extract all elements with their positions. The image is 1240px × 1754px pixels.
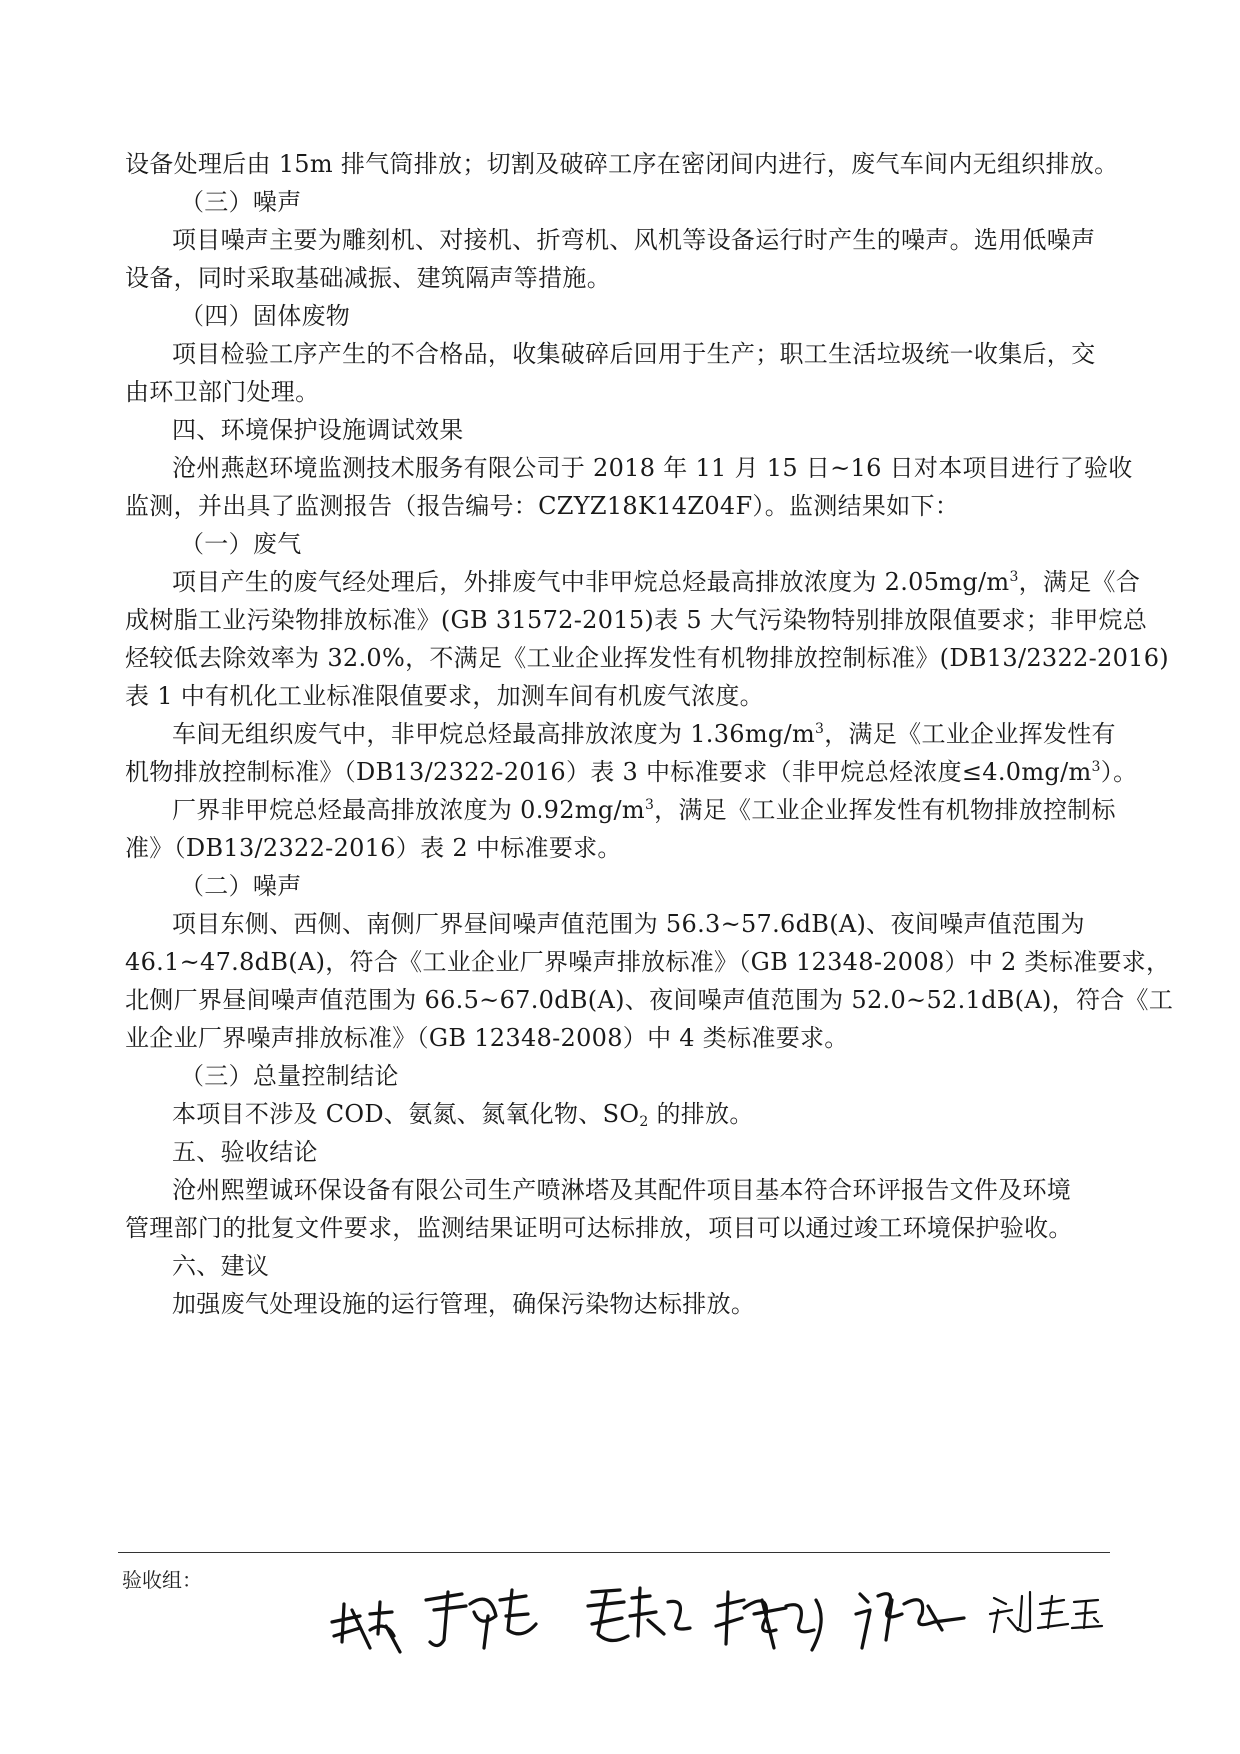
paragraph-line: 设备处理后由 15m 排气筒排放；切割及破碎工序在密闭间内进行，废气车间内无组织排放。 <box>125 150 1119 178</box>
text-span: 项目产生的废气经处理后，外排废气中非甲烷总烃最高排放浓度为 2.05mg/m <box>172 568 1010 596</box>
signature-3 <box>588 1588 690 1641</box>
paragraph-line: 烃较低去除效率为 32.0%，不满足《工业企业挥发性有机物排放控制标准》(DB13/2322-2016) <box>125 644 1169 672</box>
text-span: 本项目不涉及 COD、氨氮、氮氧化物、SO <box>172 1100 640 1128</box>
paragraph-line: 监测，并出具了监测报告（报告编号：CZYZ18K14Z04F）。监测结果如下： <box>125 492 960 520</box>
paragraph-line: 业企业厂界噪声排放标准》（GB 12348-2008）中 4 类标准要求。 <box>125 1024 849 1052</box>
text-span: ，满足《合 <box>1018 568 1141 596</box>
superscript: 3 <box>1091 759 1101 775</box>
section-heading: （二）噪声 <box>180 872 302 900</box>
paragraph-line: 项目东侧、西侧、南侧厂界昼间噪声值范围为 56.3~57.6dB(A)、夜间噪声值范围为 <box>172 910 1085 938</box>
signature-2 <box>426 1590 536 1648</box>
subscript: 2 <box>639 1114 649 1130</box>
paragraph-line <box>172 1098 754 1130</box>
paragraph-line: 46.1~47.8dB(A)，符合《工业企业厂界噪声排放标准》（GB 12348-2008）中 2 类标准要求， <box>125 948 1171 976</box>
paragraph-line: 加强废气处理设施的运行管理，确保污染物达标排放。 <box>172 1290 756 1318</box>
superscript: 3 <box>815 721 825 737</box>
text-span: ，满足《工业企业挥发性有机物排放控制标 <box>654 796 1116 824</box>
paragraph-line: 项目检验工序产生的不合格品，收集破碎后回用于生产；职工生活垃圾统一收集后，交 <box>172 340 1096 368</box>
paragraph-line: 北侧厂界昼间噪声值范围为 66.5~67.0dB(A)、夜间噪声值范围为 52.0~52.1dB(A)，符合《工 <box>125 986 1174 1014</box>
chapter-heading: 六、建议 <box>172 1252 270 1280</box>
paragraph-line: 由环卫部门处理。 <box>125 378 320 406</box>
paragraph-line <box>125 756 1137 788</box>
text-span: 车间无组织废气中，非甲烷总烃最高排放浓度为 1.36mg/m <box>172 720 816 748</box>
paragraph-line: 沧州熙塑诚环保设备有限公司生产喷淋塔及其配件项目基本符合环评报告文件及环境 <box>172 1176 1072 1204</box>
signature-1 <box>332 1602 400 1652</box>
text-span: 的排放。 <box>648 1100 754 1128</box>
paragraph-line: 项目噪声主要为雕刻机、对接机、折弯机、风机等设备运行时产生的噪声。选用低噪声 <box>172 226 1096 254</box>
chapter-heading: 四、环境保护设施调试效果 <box>172 416 464 444</box>
paragraph-line: 成树脂工业污染物排放标准》(GB 31572-2015)表 5 大气污染物特别排放限值要求；非甲烷总 <box>125 606 1148 634</box>
text-span: 机物排放控制标准》（DB13/2322-2016）表 3 中标准要求（非甲烷总烃浓度≤4.0mg/m <box>125 758 1092 786</box>
signature-5 <box>856 1594 964 1648</box>
signature-6 <box>990 1592 1102 1632</box>
footer-divider <box>118 1552 1110 1553</box>
signature-4 <box>716 1592 821 1650</box>
chapter-heading: 五、验收结论 <box>172 1138 318 1166</box>
section-heading: （四）固体废物 <box>180 302 351 330</box>
paragraph-line: 沧州燕赵环境监测技术服务有限公司于 2018 年 11 月 15 日~16 日对本项目进行了验收 <box>172 454 1133 482</box>
superscript: 3 <box>644 797 655 813</box>
text-span: ，满足《工业企业挥发性有 <box>824 720 1116 748</box>
section-heading: （三）总量控制结论 <box>180 1062 399 1090</box>
paragraph-line: 准》（DB13/2322-2016）表 2 中标准要求。 <box>125 834 622 862</box>
paragraph-line: 设备，同时采取基础减振、建筑隔声等措施。 <box>125 264 611 292</box>
paragraph-line: 表 1 中有机化工业标准限值要求，加测车间有机废气浓度。 <box>125 682 764 710</box>
superscript: 3 <box>1009 569 1019 585</box>
section-heading: （三）噪声 <box>180 188 302 216</box>
paragraph-line <box>172 566 1140 598</box>
section-heading: （一）废气 <box>180 530 302 558</box>
acceptance-group-label: 验收组： <box>122 1568 202 1592</box>
text-span: ）。 <box>1100 758 1138 786</box>
text-span: 厂界非甲烷总烃最高排放浓度为 0.92mg/m <box>172 796 645 824</box>
paragraph-line: 管理部门的批复文件要求，监测结果证明可达标排放，项目可以通过竣工环境保护验收。 <box>125 1214 1073 1242</box>
handwritten-signatures <box>330 1570 1170 1670</box>
paragraph-line <box>172 794 1116 826</box>
paragraph-line <box>172 718 1116 750</box>
